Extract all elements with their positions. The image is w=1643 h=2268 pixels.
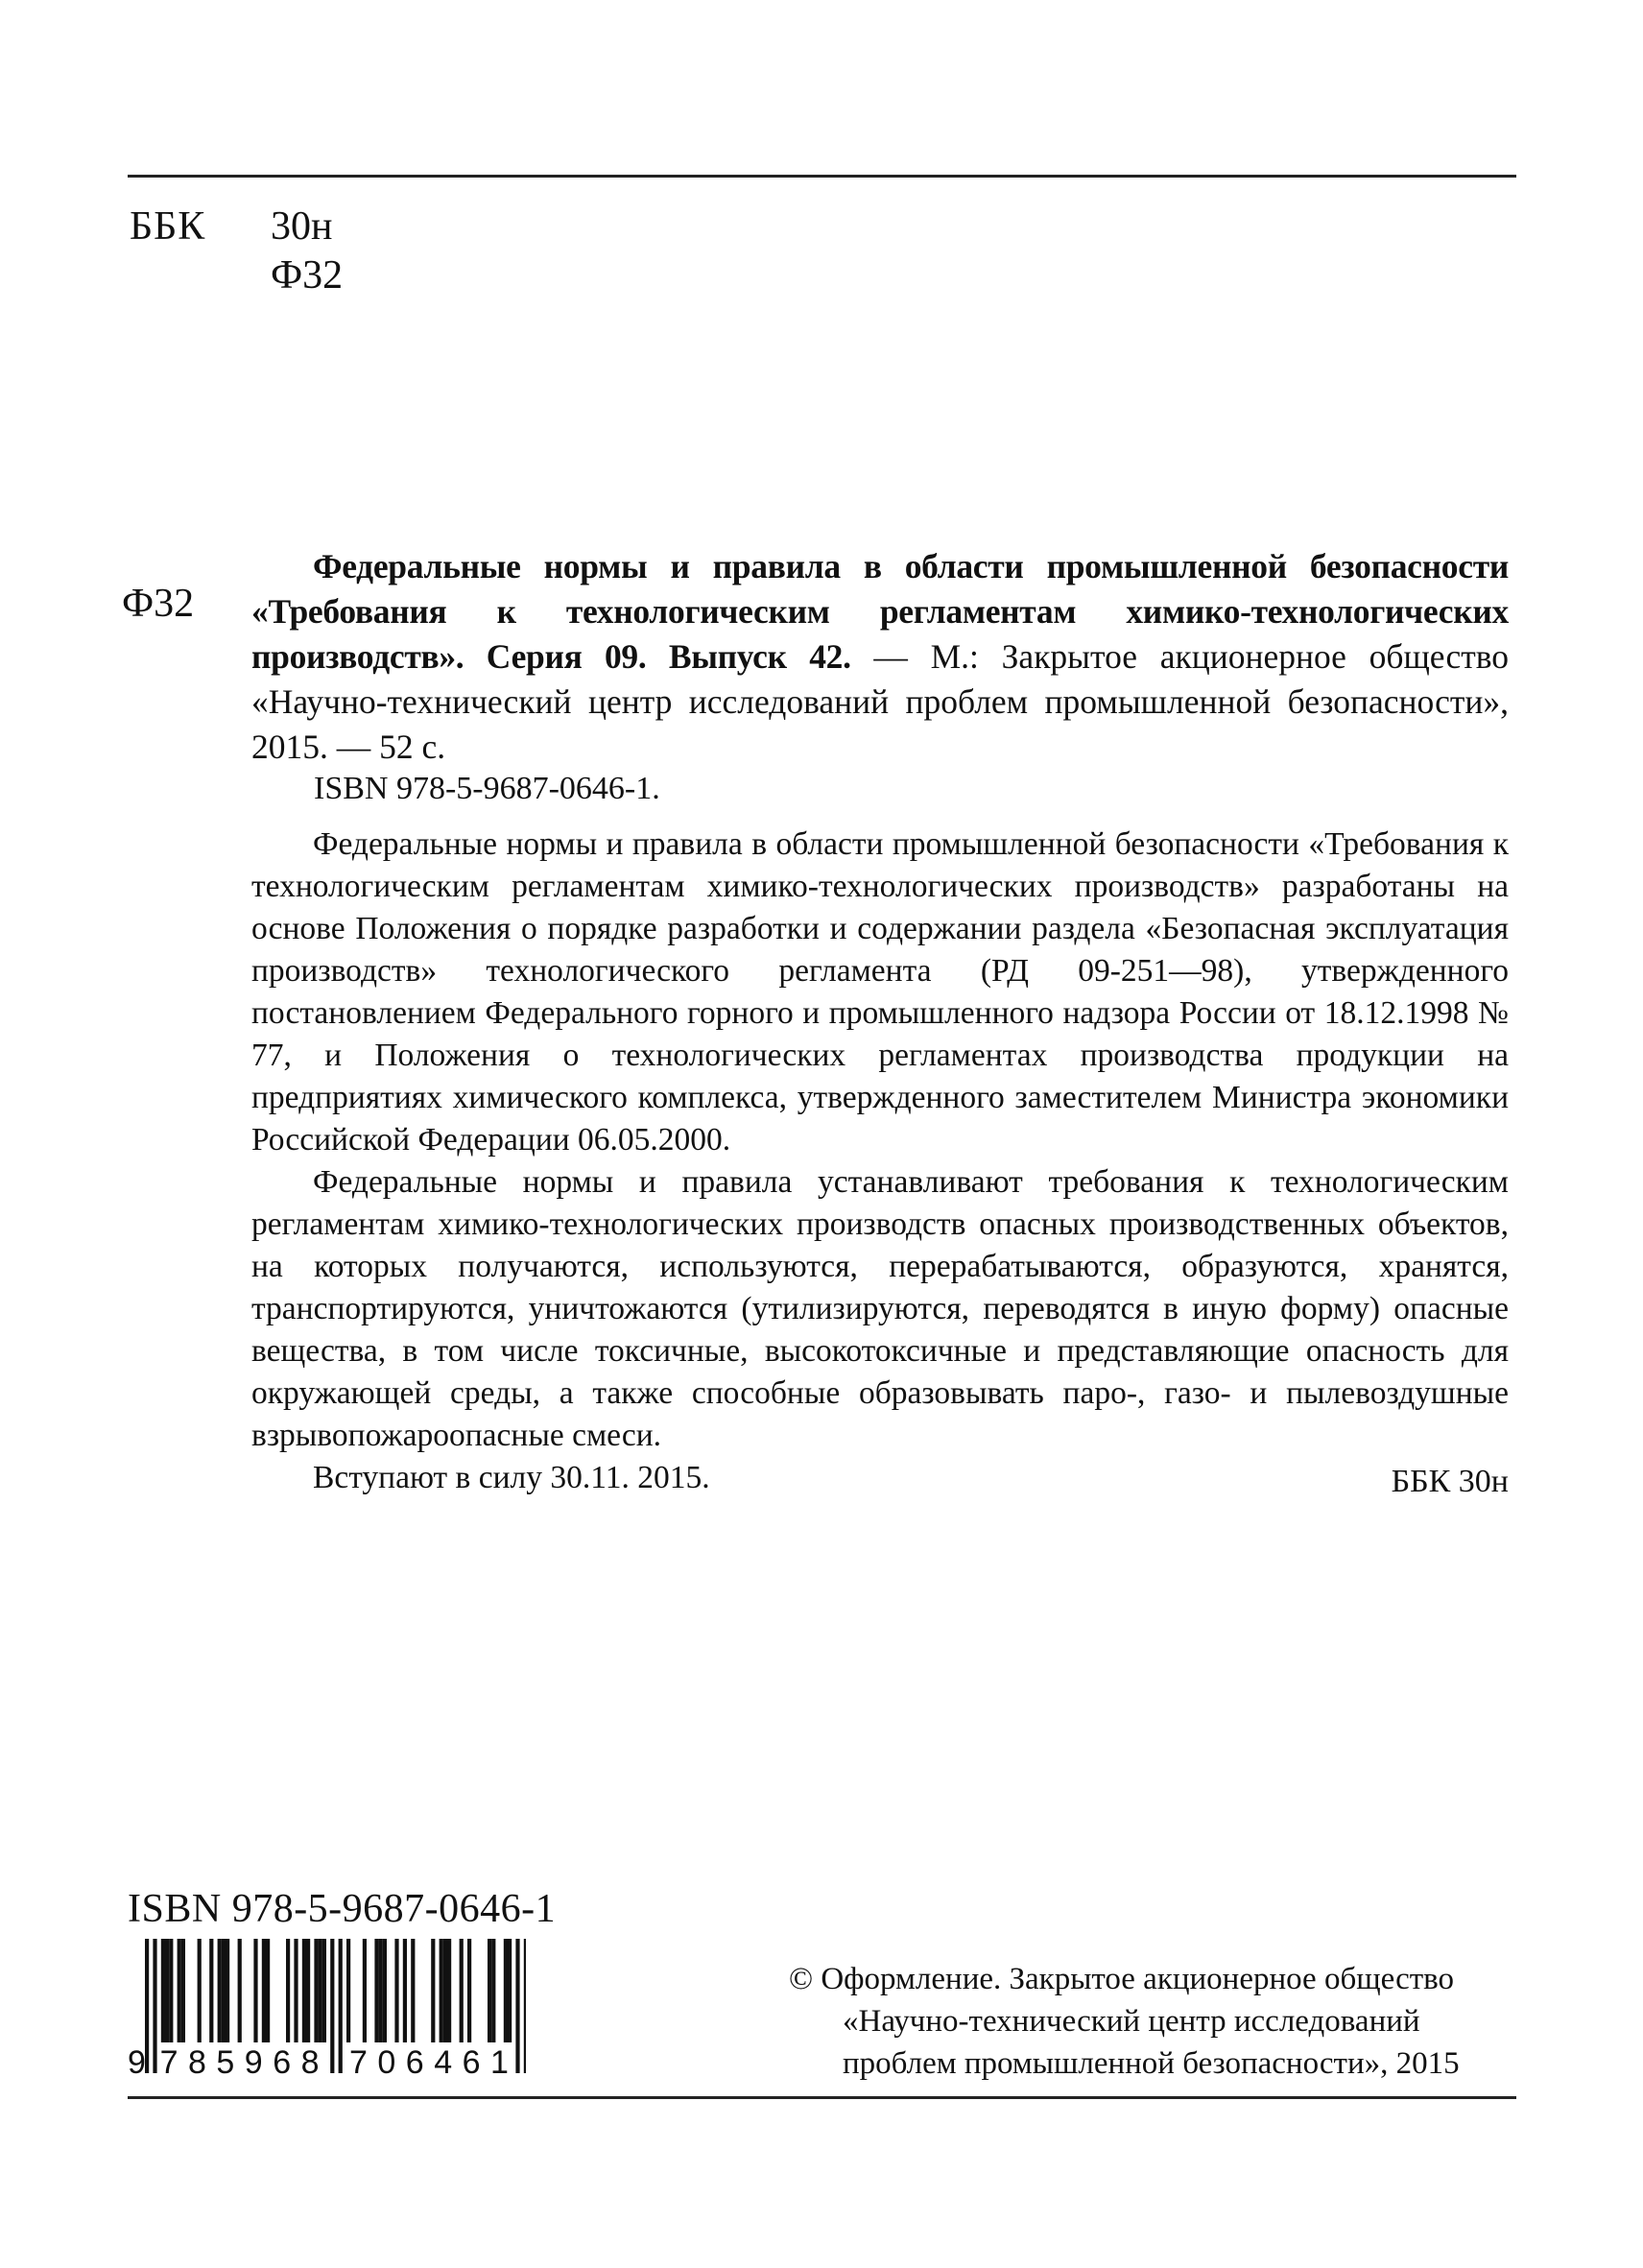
barcode-bar bbox=[508, 1939, 512, 2042]
barcode-bar bbox=[209, 1939, 213, 2042]
barcode-digit: 7 bbox=[159, 2044, 179, 2078]
barcode-bar bbox=[294, 1939, 298, 2042]
copyright-line-1: © Оформление. Закрытое акционерное общество bbox=[789, 1962, 1455, 1996]
barcode-bar bbox=[515, 1939, 519, 2073]
bbk-label: ББК bbox=[130, 204, 206, 249]
bbk-footer: ББК 30н bbox=[1391, 1464, 1509, 1499]
barcode-digit: 4 bbox=[434, 2044, 453, 2078]
barcode-bar bbox=[222, 1939, 226, 2042]
barcode-bar bbox=[153, 1939, 156, 2073]
barcode-digit: 8 bbox=[188, 2044, 206, 2078]
barcode-bar bbox=[319, 1939, 322, 2042]
barcode-bar bbox=[178, 1939, 181, 2042]
barcode-bar bbox=[440, 1939, 443, 2042]
author-mark: Ф32 bbox=[122, 582, 195, 626]
annotation-paragraph-2: Федеральные нормы и правила устанавливают требования к технологическим регламентам химико-технологических производств опасных производственных объектов, на которых получаются, используются, перерабатываются, образуются, хранятся, транспортируются, уничтожаются (утилизируются, переводятся в иную форму) опасные вещества, в том числе токсичные, высокотоксичные и представляющие опасность для окружающей среды, а также способные образовывать паро-, газо- и пылевоздушные взрывопожароопасные смеси. bbox=[251, 1164, 1509, 1453]
barcode-bar bbox=[218, 1939, 222, 2042]
barcode-bar bbox=[253, 1939, 257, 2042]
isbn-barcode-label: ISBN 978-5-9687-0646-1 bbox=[128, 1887, 557, 1931]
barcode-bar bbox=[238, 1939, 242, 2042]
barcode-bar bbox=[226, 1939, 229, 2042]
copyright-line-3: проблем промышленной безопасности», 2015 bbox=[843, 2046, 1460, 2081]
author-mark-header: Ф32 bbox=[271, 253, 344, 298]
barcode-bar bbox=[394, 1939, 398, 2042]
barcode-digit: 7 bbox=[349, 2044, 368, 2078]
biblio-title: Федеральные нормы и правила в области промышленной безопасности «Требования к технологическим регламентам химико-технологических производств». Серия 09. Выпуск 42. bbox=[251, 547, 1509, 676]
barcode-bar bbox=[339, 1939, 343, 2073]
barcode-bar bbox=[504, 1939, 508, 2042]
barcode-bar bbox=[491, 1939, 495, 2042]
annotation-paragraph-3: Вступают в силу 30.11. 2015. bbox=[313, 1460, 710, 1495]
barcode-bar bbox=[165, 1939, 169, 2042]
barcode-digit: 0 bbox=[377, 2044, 396, 2078]
isbn-line: ISBN 978-5-9687-0646-1. bbox=[314, 771, 660, 806]
barcode-bar bbox=[322, 1939, 326, 2042]
bbk-code: 30н bbox=[271, 204, 333, 249]
barcode-bar bbox=[306, 1939, 310, 2042]
barcode-bar bbox=[431, 1939, 435, 2042]
barcode-bar bbox=[467, 1939, 471, 2042]
barcode-bar bbox=[346, 1939, 350, 2042]
isbn-barcode bbox=[128, 1939, 526, 2078]
barcode-bar bbox=[524, 1939, 526, 2073]
barcode-bar bbox=[488, 1939, 491, 2042]
barcode-bar bbox=[447, 1939, 451, 2042]
copyright-line-2: «Научно-технический центр исследований bbox=[843, 2004, 1420, 2039]
barcode-bar bbox=[330, 1939, 334, 2073]
biblio-imprint: — М.: Закрытое акционерное общество «Научно-технический центр исследований проблем промышленной безопасности», 2015. — 52 с. bbox=[251, 637, 1509, 766]
barcode-bar bbox=[443, 1939, 447, 2042]
copyright-notice bbox=[789, 1958, 1511, 2085]
barcode-bar bbox=[198, 1939, 202, 2042]
barcode-bar bbox=[181, 1939, 185, 2042]
barcode-bar bbox=[383, 1939, 387, 2042]
barcode-bar bbox=[314, 1939, 318, 2042]
barcode-bar bbox=[302, 1939, 306, 2042]
barcode-bar bbox=[379, 1939, 383, 2042]
barcode-digit: 9 bbox=[244, 2044, 263, 2078]
barcode-bar bbox=[374, 1939, 378, 2042]
barcode-digit: 1 bbox=[490, 2044, 509, 2078]
barcode-digit: 9 bbox=[128, 2044, 146, 2078]
barcode-digit: 6 bbox=[273, 2044, 292, 2078]
barcode-digit: 8 bbox=[300, 2044, 320, 2078]
barcode-digit: 6 bbox=[405, 2044, 424, 2078]
barcode-bar bbox=[411, 1939, 415, 2042]
barcode-bar bbox=[266, 1939, 270, 2042]
top-rule bbox=[128, 175, 1516, 178]
bottom-rule bbox=[128, 2096, 1516, 2099]
barcode-bar bbox=[169, 1939, 173, 2042]
barcode-bar bbox=[161, 1939, 165, 2042]
annotation bbox=[251, 824, 1509, 1499]
barcode-bar bbox=[262, 1939, 266, 2042]
bibliographic-record bbox=[251, 544, 1509, 770]
barcode-bar bbox=[286, 1939, 290, 2042]
annotation-paragraph-1: Федеральные нормы и правила в области промышленной безопасности «Требования к технологическим регламентам химико-технологических производств» разработаны на основе Положения о порядке разработки и содержании раздела «Безопасная эксплуатация производств» технологического регламента (РД 09-251—98), утвержденного постановлением Федерального горного и промышленного надзора России от 18.12.1998 № 77, и Положения о технологических регламентах производства продукции на предприятиях химического комплекса, утвержденного заместителем Министра экономики Российской Федерации 06.05.2000. bbox=[251, 826, 1509, 1158]
barcode-bar bbox=[403, 1939, 407, 2042]
barcode-bar bbox=[460, 1939, 464, 2042]
barcode-digit: 6 bbox=[462, 2044, 481, 2078]
barcode-bar bbox=[363, 1939, 367, 2042]
barcode-digit: 5 bbox=[216, 2044, 235, 2078]
